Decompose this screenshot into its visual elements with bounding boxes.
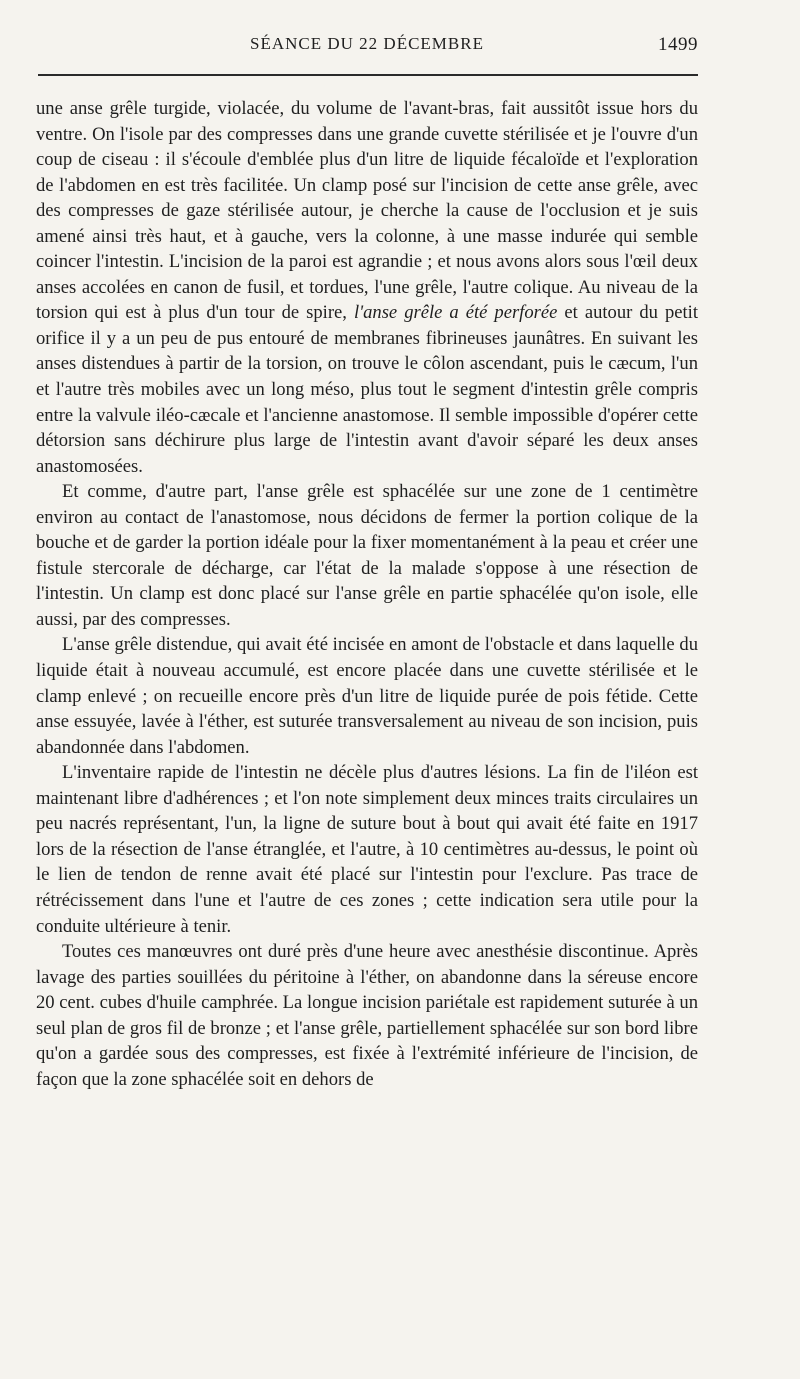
running-head	[36, 34, 698, 60]
paragraph-1-emphasis: l'anse grêle a été perforée	[353, 302, 558, 324]
paragraph-3: L'anse grêle distendue, qui avait été incisée en amont de l'obstacle et dans laquelle du liquide était à nouveau accumulé, est encore placée dans une cuvette stérilisée et le clamp enlevé ; on recueille encore près d'un litre de liquide purée de pois fétide. Cette anse essuyée, lavée à l'éther, est suturée transversalement au niveau de son incision, puis abandonnée dans l'abdomen.	[36, 634, 698, 758]
running-head-title: SÉANCE DU 22 DÉCEMBRE	[250, 34, 484, 53]
body-text	[36, 96, 698, 1092]
header-rule	[38, 74, 698, 76]
page-number: 1499	[658, 34, 698, 55]
paragraph-5: Toutes ces manœuvres ont duré près d'une heure avec anesthésie discontinue. Après lavage des parties souillées du péritoine à l'éther, on abandonne dans la séreuse encore 20 cent. cubes d'huile camphrée. La longue incision pariétale est rapidement suturée à un seul plan de gros fil de bronze ; et l'anse grêle, partiellement sphacélée sur son bord libre qu'on a gardée sous des compresses, est fixée à l'extrémité inférieure de l'incision, de façon que la zone sphacélée soit en dehors de	[36, 941, 698, 1090]
paragraph-4: L'inventaire rapide de l'intestin ne décèle plus d'autres lésions. La fin de l'iléon est maintenant libre d'adhérences ; et l'on note simplement deux minces traits circulaires un peu nacrés représentant, l'un, la ligne de suture bout à bout qui avait été faite en 1917 lors de la résection de l'anse étranglée, et l'autre, à 10 centimètres au-dessus, le point où le lien de tendon de renne avait été placé sur l'intestin pour l'exclure. Pas trace de rétrécissement dans l'une et l'autre de ces zones ; cette indication sera utile pour la conduite ultérieure à tenir.	[36, 762, 698, 937]
paragraph-1	[36, 96, 698, 479]
paragraph-2: Et comme, d'autre part, l'anse grêle est sphacélée sur une zone de 1 centimètre environ au contact de l'anastomose, nous décidons de fermer la portion colique de la bouche et de garder la portion idéale pour la fixer momentanément à la peau et créer une fistule stercorale de décharge, car l'état de la malade s'oppose à une résection de l'intestin. Un clamp est donc placé sur l'anse grêle en partie sphacélée qu'on isole, elle aussi, par des compresses.	[36, 481, 698, 630]
paragraph-1-text: une anse grêle turgide, violacée, du volume de l'avant-bras, fait aussitôt issue hors du ventre. On l'isole par des compresses dans une grande cuvette stérilisée et je l'ouvre d'un coup de ciseau : il s'écoule d'emblée plus d'un litre de liquide fécaloïde et l'exploration de l'abdomen en est très facilitée. Un clamp posé sur l'incision de cette anse grêle, avec des compresses de gaze stérilisée autour, je cherche la cause de l'occlusion et je suis amené ainsi très haut, et à gauche, vers la colonne, à une masse indurée qui semble coincer l'intestin. L'incision de la paroi est agrandie ; et nous avons alors sous l'œil deux anses accolées en canon de fusil, et tordues, l'une grêle, l'autre colique. Au niveau de la torsion qui est à plus d'un tour de spire,	[36, 98, 698, 324]
paragraph-1-continuation: et autour du petit orifice il y a un peu de pus entouré de membranes fibrineuses jaunâtres. En suivant les anses distendues à partir de la torsion, on trouve le côlon ascendant, puis le cæcum, l'un et l'autre très mobiles avec un long méso, plus tout le segment d'intestin grêle compris entre la valvule iléo-cæcale et l'ancienne anastomose. Il semble impossible d'opérer cette détorsion sans déchirure plus large de l'intestin avant d'avoir séparé les deux anses anastomosées.	[36, 302, 698, 477]
